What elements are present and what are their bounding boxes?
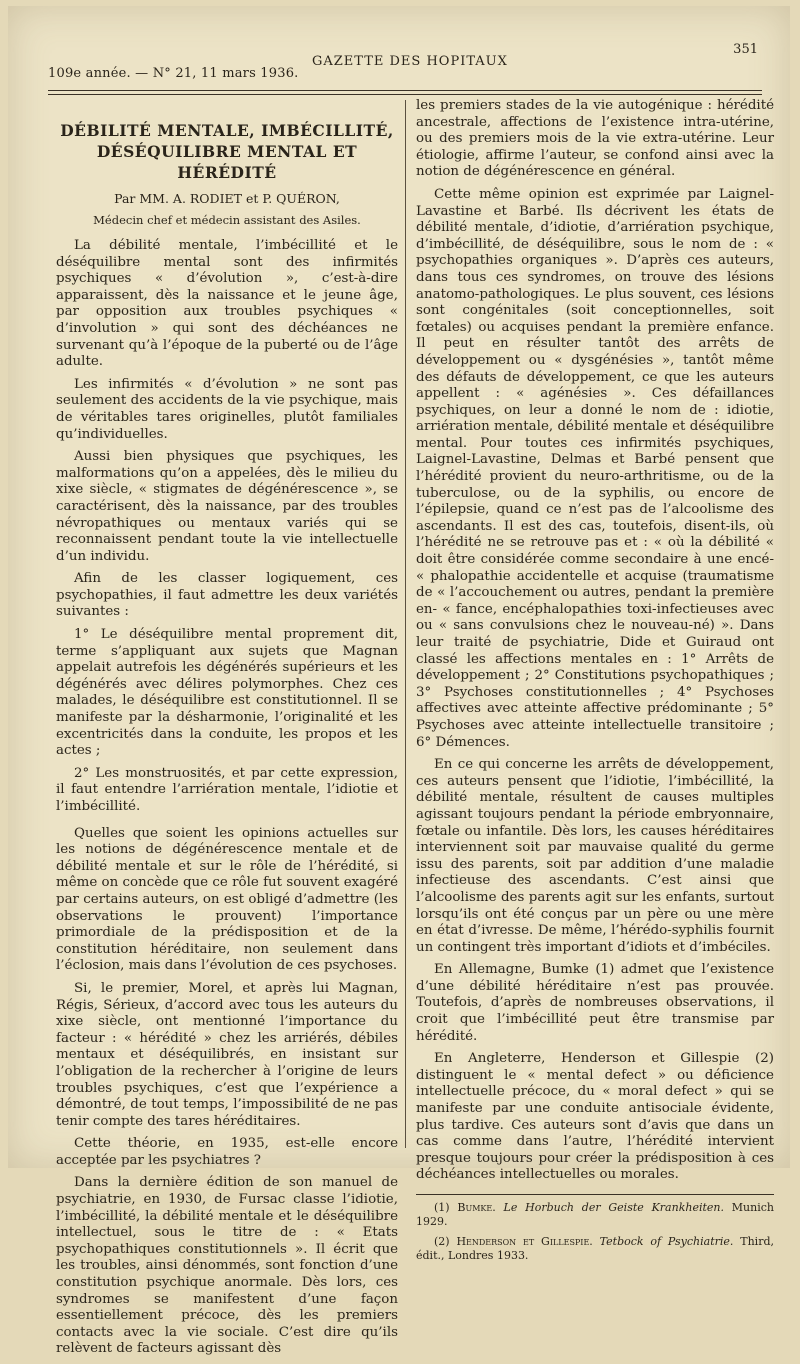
- footnote-2: [416, 1235, 774, 1263]
- paragraph: 2° Les monstruosités, et par cette expression, il faut entendre l’arriération mentale, l’idiotie et l’imbécillité.: [56, 765, 398, 814]
- header-rule: [48, 90, 762, 91]
- footnote-number: (2): [434, 1235, 450, 1248]
- paragraph: En Angleterre, Henderson et Gillespie (2) distinguent le « mental defect » ou déficience intellectuelle précoce, du « moral defect » qui se manifeste par une conduite antisociale évidente, plus tardive. Ces auteurs sont d’avis que dans un cas comme dans l’autre, l’hérédité intervient presque toujours pour créer la prédisposition à ces déchéances intellectuelles ou morales.: [416, 1051, 774, 1183]
- footnote-details: Third, édit., Londres 1933.: [416, 1235, 775, 1262]
- footnote-title: Le Horbuch der Geiste Krankheiten.: [503, 1201, 724, 1214]
- paragraph: Cette même opinion est exprimée par Laignel-Lavastine et Barbé. Ils décrivent les états de débilité mentale, d’idiotie, d’arriération psychique, d’imbécillité, de déséquilibre, sous le nom de : « psychopathies organiques ». D’après ces auteurs, dans tous ces syndromes, on trouve des lésions anatomo-pathologiques. Le plus souvent, ces lésions sont congénitales (soit conceptionnelles, soit fœtales) ou acquises pendant la première enfance. Il peut en résulter tantôt des arrêts de développement ou « dysgénésies », tantôt même des défauts de développement, ce que les auteurs appellent : « agénésies ». Ces défaillances psychiques, on leur a donné le nom de : idiotie, arriération mentale, débilité mentale et déséquilibre mental. Pour toutes ces infirmités psychiques, Laignel-Lavastine, Delmas et Barbé pensent que l’hérédité provient du neuro-arthritisme, ou de la tuberculose, ou de la syphilis, ou encore de l’épilepsie, quand ce n’est pas de l’alcoolisme des ascendants. Il est des cas, toutefois, disent-ils, où l’hérédité ne se retrouve pas et : « où la débilité « doit être considérée comme secondaire à une encé- « phalopathie accidentelle et acquise (traumatisme de « l’accouchement ou autres, pendant la première en- « fance, encéphalopathies toxi-infectieuses avec ou « sans convulsions chez le nouveau-né) ». Dans leur traité de psychiatrie, Dide et Guiraud ont classé les affections mentales en : 1° Arrêts de développement ; 2° Constitutions psychopathiques ; 3° Psychoses constitutionnelles ; 4° Psychoses affectives avec atteinte affective prédominante ; 5° Psychoses avec atteinte intellectuelle transitoire ; 6° Démences.: [416, 186, 774, 750]
- header-rule-thin: [48, 94, 762, 95]
- paragraph: En Allemagne, Bumke (1) admet que l’existence d’une débilité héréditaire n’est pas prouvée. Toutefois, d’après de nombreuses observations, il croit que l’imbécillité peut être transmise par hérédité.: [416, 962, 774, 1044]
- paragraph: Afin de les classer logiquement, ces psychopathies, il faut admettre les deux variétés suivantes :: [56, 571, 398, 620]
- footnote-author: Bumke.: [457, 1201, 496, 1214]
- newspaper-page: [8, 6, 790, 1357]
- paragraph: Cette théorie, en 1935, est-elle encore acceptée par les psychiatres ?: [56, 1136, 398, 1168]
- column-divider: [405, 100, 406, 1148]
- paragraph: Aussi bien physiques que psychiques, les malformations qu’on a appelées, dès le milieu du xixe siècle, « stigmates de dégénérescence », se caractérisent, dès la naissance, par des troubles névropathiques ou mentaux variés qui se reconnaissent pendant toute la vie intellectuelle d’un individu.: [56, 449, 398, 564]
- paragraph: Quelles que soient les opinions actuelles sur les notions de dégénérescence mentale et de débilité mentale et sur le rôle de l’hérédité, si même on concède que ce rôle fut souvent exagéré par certains auteurs, on est obligé d’admettre (les observations le prouvent) l’importance primordiale de la prédisposition et de la constitution héréditaire, non seulement dans l’éclosion, mais dans l’évolution de ces psychoses.: [56, 825, 398, 974]
- author-affiliation: Médecin chef et médecin assistant des Asiles.: [93, 213, 361, 227]
- paragraph: 1° Le déséquilibre mental proprement dit, terme s’appliquant aux sujets que Magnan appelait autrefois les dégénérés supérieurs et les dégénérés avec délires polymorphes. Chez ces malades, le déséquilibre est constitutionnel. Il se manifeste par la désharmonie, l’originalité et les excentricités dans la conduite, les propos et les actes ;: [56, 627, 398, 759]
- footnote-details: Munich 1929.: [416, 1201, 774, 1228]
- paragraph: Si, le premier, Morel, et après lui Magnan, Régis, Sérieux, d’accord avec tous les auteurs du xixe siècle, ont mentionné l’importance du facteur : « hérédité » chez les arriérés, débiles mentaux et déséquilibrés, en insistant sur l’obligation de la rechercher à l’origine de leurs troubles psychiques, c’est que l’expérience a démontré, de tout temps, l’impossibilité de ne pas tenir compte des tares héréditaires.: [56, 980, 398, 1129]
- article-title: [56, 120, 398, 183]
- footnote-author: Henderson et Gillespie.: [456, 1235, 593, 1248]
- left-column: [56, 98, 398, 1364]
- page-header: [42, 42, 760, 86]
- publication-title: GAZETTE DES HOPITAUX: [312, 54, 508, 69]
- paragraph: les premiers stades de la vie autogénique : hérédité ancestrale, affections de l’existence intra-utérine, ou des premiers mois de la vie extra-utérine. Leur étiologie, affirme l’auteur, se confond ainsi avec la notion de dégénérescence en général.: [416, 98, 774, 180]
- paragraph: Les infirmités « d’évolution » ne sont pas seulement des accidents de la vie psychique, mais de véritables tares originelles, plutôt familiales qu’individuelles.: [56, 376, 398, 442]
- footnote-rule: [416, 1194, 774, 1195]
- issue-info: 109e année. — N° 21, 11 mars 1936.: [48, 66, 299, 81]
- page-number: 351: [733, 42, 758, 57]
- article-title-line-2: DÉSÉQUILIBRE MENTAL ET HÉRÉDITÉ: [96, 142, 358, 182]
- paragraph: Dans la dernière édition de son manuel de psychiatrie, en 1930, de Fursac classe l’idiotie, l’imbécillité, la débilité mentale et le déséquilibre intellectuel, sous le titre de : « Etats psychopathiques constitutionnels ». Il écrit que les troubles, ainsi dénommés, sont fonction d’une constitution psychique anormale. Dès lors, ces syndromes se manifestent d’une façon essentiellement précoce, dès les premiers contacts avec la vie sociale. C’est dire qu’ils relèvent de facteurs agissant dès: [56, 1175, 398, 1357]
- footnote-number: (1): [434, 1201, 450, 1214]
- article-authors: Par MM. A. RODIET et P. QUÉRON,: [114, 191, 340, 206]
- right-column: [416, 98, 774, 1269]
- paragraph: La débilité mentale, l’imbécillité et le déséquilibre mental sont des infirmités psychiques « d’évolution », c’est-à-dire apparaissent, dès la naissance et le jeune âge, par opposition aux troubles psychiques « d’involution » qui sont des déchéances ne survenant qu’à l’époque de la puberté ou de l’âge adulte.: [56, 238, 398, 370]
- paragraph: En ce qui concerne les arrêts de développement, ces auteurs pensent que l’idiotie, l’imbécillité, la débilité mentale, résultent de causes multiples agissant toujours pendant la période embryonnaire, fœtale ou infantile. Dès lors, les causes héréditaires interviennent soit par mauvaise qualité du germe issu des parents, soit par addition d’une maladie infectieuse des ascendants. C’est ainsi que l’alcoolisme des parents agit sur les enfants, surtout lorsqu’ils ont été conçus par un père ou une mère en état d’ivresse. De même, l’hérédo-syphilis fournit un contingent très important d’idiots et d’imbéciles.: [416, 757, 774, 955]
- footnote-title: Tetbock of Psychiatrie.: [599, 1235, 734, 1248]
- article-title-line-1: DÉBILITÉ MENTALE, IMBÉCILLITÉ,: [60, 121, 394, 140]
- footnote-1: [416, 1201, 774, 1229]
